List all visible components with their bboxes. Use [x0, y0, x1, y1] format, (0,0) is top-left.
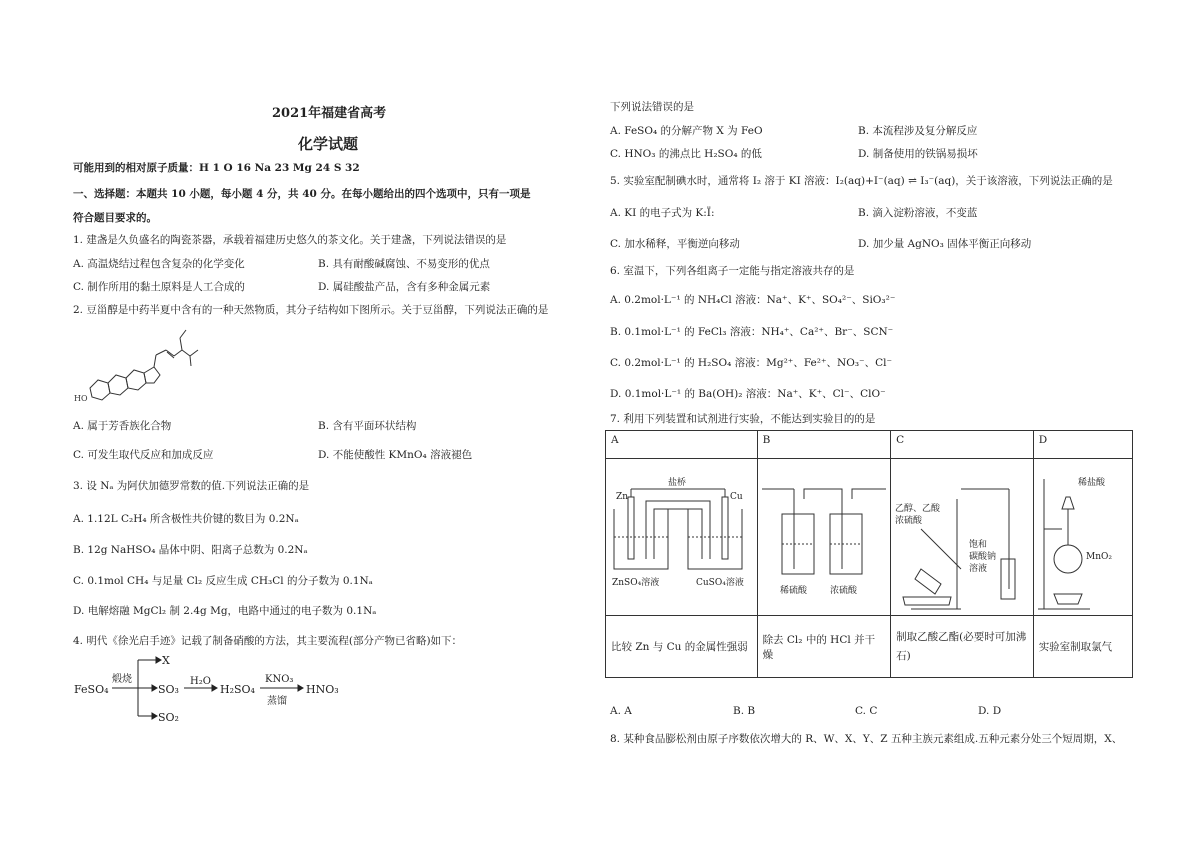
- q3-option-b: B. 12g NaHSO₄ 晶体中阴、阳离子总数为 0.2Nₐ: [73, 544, 308, 556]
- q1-option-c: C. 制作所用的黏土原料是人工合成的: [73, 281, 245, 293]
- conc-h2so4-label: 浓硫酸: [829, 586, 857, 596]
- ho-label: HO: [74, 394, 88, 403]
- q5-option-a: A. KI 的电子式为 K:Ï:: [610, 207, 715, 219]
- q5-option-c: C. 加水稀释，平衡逆向移动: [610, 238, 740, 250]
- apparatus-d-cell: [1033, 459, 1132, 616]
- q7-option-d: D. D: [978, 705, 1002, 717]
- q7-option-b: B. B: [733, 705, 756, 717]
- ester-prep-diagram: [891, 459, 1032, 615]
- carbonate-label: 碳酸钠: [969, 552, 997, 562]
- purpose-c: 制取乙酸乙酯(必要时可加沸石): [891, 616, 1034, 678]
- ethanol-acid-label: 乙醇、乙酸: [895, 504, 941, 514]
- nitric-acid-flowchart: [72, 650, 362, 725]
- chlorine-prep-diagram: [1034, 459, 1132, 615]
- flow-h2so4: H₂SO₄: [220, 683, 255, 696]
- table-header-d: D: [1033, 431, 1132, 459]
- table-header-a: A: [606, 431, 758, 459]
- q2-option-a: A. 属于芳香族化合物: [73, 420, 172, 432]
- atomic-mass-line: 可能用到的相对原子质量：H 1 O 16 Na 23 Mg 24 S 32: [73, 162, 360, 174]
- salt-bridge-label: 盐桥: [668, 478, 687, 488]
- flow-feso4: FeSO₄: [74, 683, 109, 696]
- q6-stem: 6. 室温下，下列各组离子一定能与指定溶液共存的是: [610, 265, 855, 277]
- saturated-label: 饱和: [969, 540, 988, 550]
- q4-option-a: A. FeSO₄ 的分解产物 X 为 FeO: [610, 125, 763, 137]
- q2-stem: 2. 豆甾醇是中药半夏中含有的一种天然物质，其分子结构如下图所示。关于豆甾醇，下列说法正确的是: [73, 304, 549, 316]
- flow-x: X: [162, 654, 170, 667]
- znso4-label: ZnSO₄溶液: [612, 578, 660, 588]
- solution-label: 溶液: [969, 564, 988, 574]
- flow-so2: SO₂: [158, 711, 179, 724]
- q5-stem: 5. 实验室配制碘水时，通常将 I₂ 溶于 KI 溶液：I₂(aq)+I⁻(aq) ⇌ I₃⁻(aq)，关于该溶液，下列说法正确的是: [610, 175, 1113, 187]
- purpose-d: 实验室制取氯气: [1033, 616, 1132, 678]
- apparatus-a-cell: [606, 459, 758, 616]
- purpose-a: 比较 Zn 与 Cu 的金属性强弱: [606, 616, 758, 678]
- q1-option-a: A. 高温烧结过程包含复杂的化学变化: [73, 258, 245, 270]
- apparatus-b-cell: [757, 459, 891, 616]
- q3-option-c: C. 0.1mol CH₄ 与足量 Cl₂ 反应生成 CH₃Cl 的分子数为 0.1Nₐ: [73, 575, 373, 587]
- flow-kno3: KNO₃: [265, 674, 294, 685]
- hcl-label: 稀盐酸: [1077, 478, 1105, 488]
- q4-option-c: C. HNO₃ 的沸点比 H₂SO₄ 的低: [610, 148, 762, 160]
- q2-option-c: C. 可发生取代反应和加成反应: [73, 449, 214, 461]
- flow-hno3: HNO₃: [306, 683, 339, 696]
- q6-option-b: B. 0.1mol·L⁻¹ 的 FeCl₃ 溶液：NH₄⁺、Ca²⁺、Br⁻、SCN⁻: [610, 326, 894, 338]
- q6-option-a: A. 0.2mol·L⁻¹ 的 NH₄Cl 溶液：Na⁺、K⁺、SO₄²⁻、SiO₃²⁻: [610, 294, 896, 306]
- mno2-label: MnO₂: [1085, 552, 1112, 562]
- apparatus-c-cell: [891, 459, 1034, 616]
- section-heading: 一、选择题：本题共 10 小题，每小题 4 分，共 40 分。在每小题给出的四个选项中，只有一项是: [73, 188, 531, 200]
- q4-follow: 下列说法错误的是: [610, 101, 694, 113]
- cu-label: Cu: [730, 492, 743, 502]
- conc-acid-label: 浓硫酸: [895, 516, 923, 526]
- flow-h2o: H₂O: [190, 676, 211, 687]
- q3-stem: 3. 设 Nₐ 为阿伏加德罗常数的值.下列说法正确的是: [73, 480, 310, 492]
- cuso4-label: CuSO₄溶液: [696, 578, 744, 588]
- q5-option-d: D. 加少量 AgNO₃ 固体平衡正向移动: [858, 238, 1032, 250]
- zn-label: Zn: [616, 492, 629, 502]
- q1-option-b: B. 具有耐酸碱腐蚀、不易变形的优点: [318, 258, 490, 270]
- exam-title: 2021年福建省高考: [272, 106, 387, 121]
- q2-option-d: D. 不能使酸性 KMnO₄ 溶液褪色: [318, 449, 473, 461]
- exam-subtitle: 化学试题: [298, 135, 359, 153]
- q7-option-a: A. A: [610, 705, 632, 717]
- table-header-b: B: [757, 431, 891, 459]
- dilute-h2so4-label: 稀硫酸: [779, 586, 807, 596]
- q2-option-b: B. 含有平面环状结构: [318, 420, 417, 432]
- experiment-table: [605, 430, 1133, 678]
- purpose-b: 除去 Cl₂ 中的 HCl 并干燥: [757, 616, 891, 678]
- q7-option-c: C. C: [855, 705, 878, 717]
- flow-so3: SO₃: [158, 683, 179, 696]
- q1-stem: 1. 建盏是久负盛名的陶瓷茶器，承载着福建历史悠久的茶文化。关于建盏，下列说法错误的是: [73, 234, 507, 246]
- flow-calcine: 煅烧: [112, 674, 132, 685]
- q3-option-a: A. 1.12L C₂H₄ 所含极性共价键的数目为 0.2Nₐ: [73, 513, 299, 525]
- q5-option-b: B. 滴入淀粉溶液，不变蓝: [858, 207, 978, 219]
- q8-stem: 8. 某种食品膨松剂由原子序数依次增大的 R、W、X、Y、Z 五种主族元素组成.五种元素分处三个短周期，X、: [610, 733, 1123, 745]
- table-header-c: C: [891, 431, 1034, 459]
- q3-option-d: D. 电解熔融 MgCl₂ 制 2.4g Mg，电路中通过的电子数为 0.1Nₐ: [73, 605, 377, 617]
- q6-option-d: D. 0.1mol·L⁻¹ 的 Ba(OH)₂ 溶液：Na⁺、K⁺、Cl⁻、ClO⁻: [610, 388, 886, 400]
- stigmasterol-structure: [74, 320, 204, 408]
- gas-washing-diagram: [758, 459, 890, 615]
- q4-option-d: D. 制备使用的铁锅易损坏: [858, 148, 978, 160]
- q1-option-d: D. 属硅酸盐产品，含有多种金属元素: [318, 281, 491, 293]
- q4-option-b: B. 本流程涉及复分解反应: [858, 125, 978, 137]
- q6-option-c: C. 0.2mol·L⁻¹ 的 H₂SO₄ 溶液：Mg²⁺、Fe²⁺、NO₃⁻、Cl⁻: [610, 357, 893, 369]
- flow-distill: 蒸馏: [267, 696, 287, 707]
- q4-stem: 4. 明代《徐光启手迹》记载了制备硝酸的方法，其主要流程(部分产物已省略)如下：: [73, 635, 463, 647]
- q7-stem: 7. 利用下列装置和试剂进行实验，不能达到实验目的的是: [610, 413, 876, 425]
- galvanic-cell-diagram: [606, 459, 756, 615]
- section-heading-cont: 符合题目要求的。: [73, 212, 157, 224]
